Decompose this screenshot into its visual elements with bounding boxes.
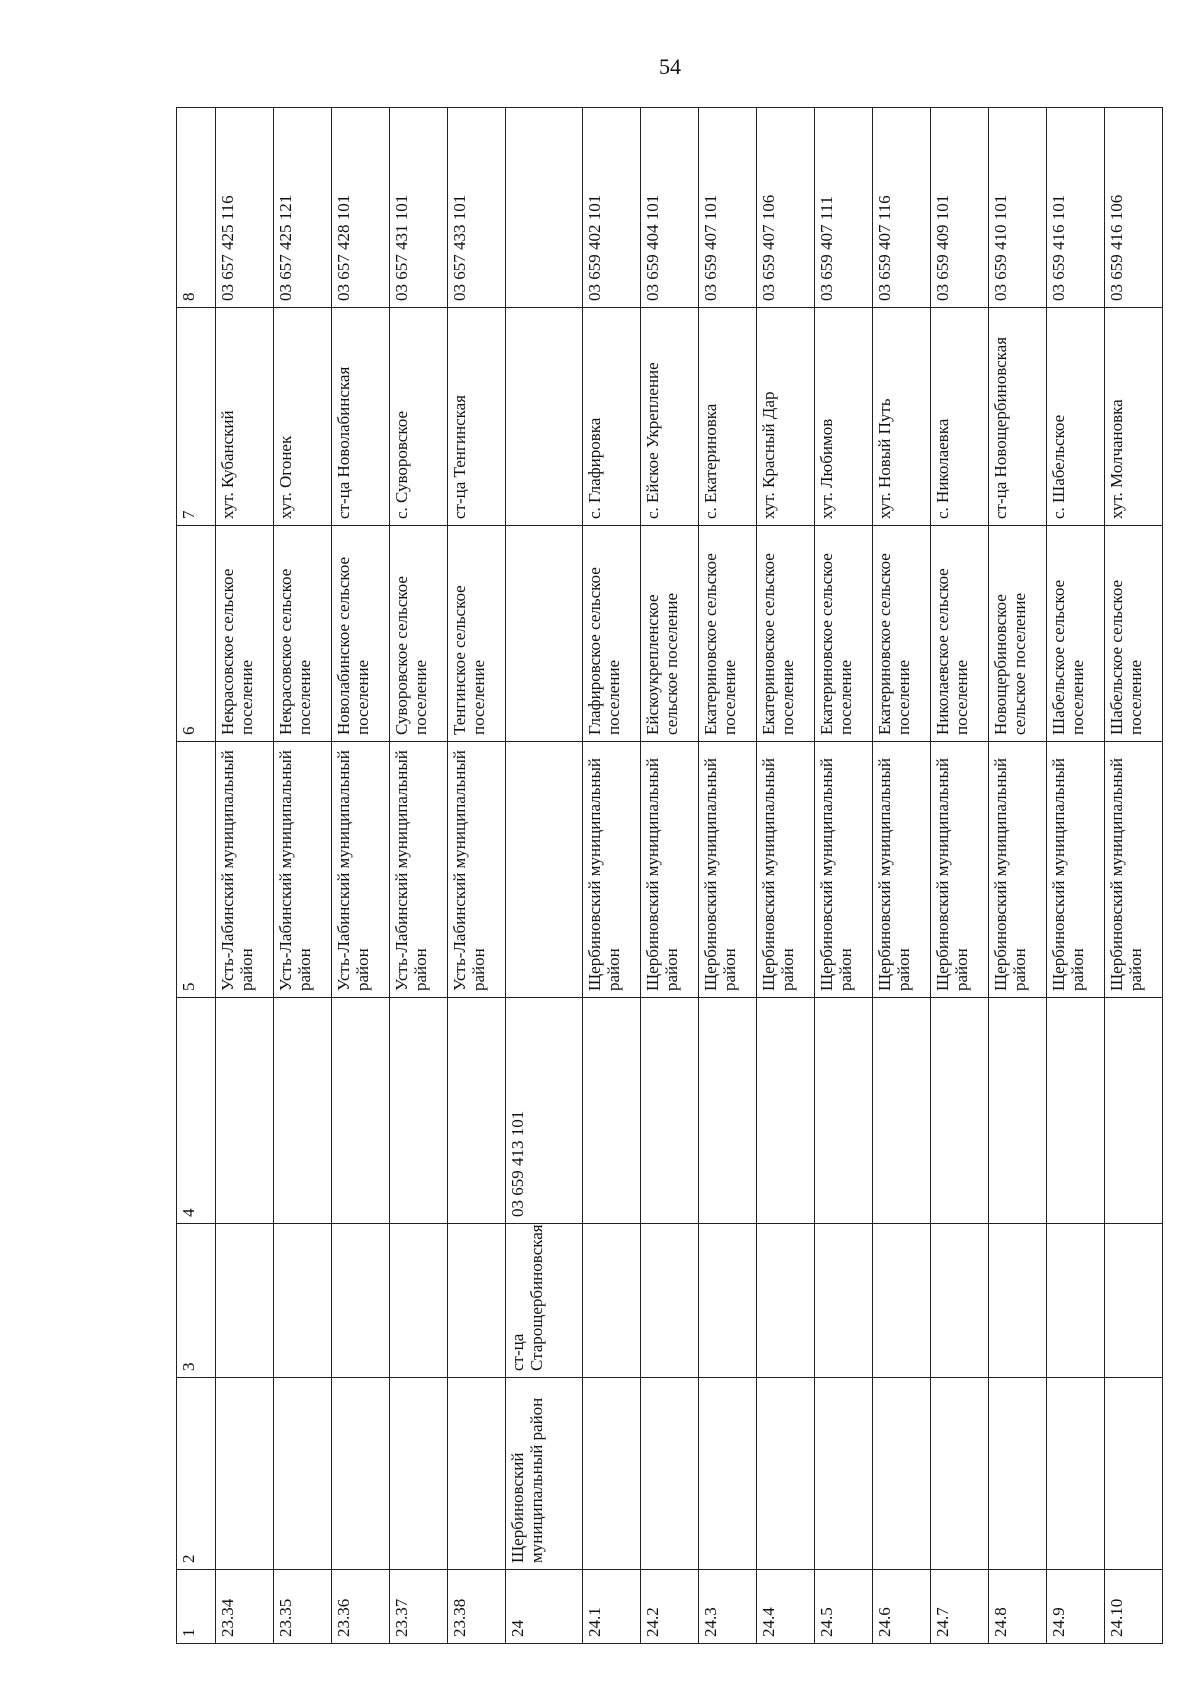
center-code-cell	[583, 998, 641, 1224]
oktmo-code-cell: 03 657 431 101	[390, 108, 448, 308]
center-cell	[390, 1224, 448, 1378]
district-cell	[641, 1378, 699, 1570]
settlement-cell: Некрасовское сельское поселение	[274, 526, 332, 742]
district-cell	[989, 1378, 1047, 1570]
oktmo-code-cell: 03 657 425 121	[274, 108, 332, 308]
row-number-cell: 23.37	[390, 1570, 448, 1644]
settlements-table	[176, 107, 1163, 1644]
municipal-district-cell: Щербиновский муниципальный район	[815, 742, 873, 998]
table-body	[177, 108, 1163, 1644]
header-cell: 3	[177, 1224, 216, 1378]
oktmo-code-cell: 03 659 407 101	[699, 108, 757, 308]
municipal-district-cell: Усть-Лабинский муниципальный район	[448, 742, 506, 998]
row-number-cell: 24.9	[1047, 1570, 1105, 1644]
table-row	[989, 108, 1047, 1644]
district-cell	[815, 1378, 873, 1570]
center-code-cell	[989, 998, 1047, 1224]
center-cell	[757, 1224, 815, 1378]
settlement-cell: Новощербиновское сельское поселение	[989, 526, 1047, 742]
district-cell	[873, 1378, 931, 1570]
oktmo-code-cell: 03 659 407 116	[873, 108, 931, 308]
row-number-cell: 23.38	[448, 1570, 506, 1644]
header-cell: 8	[177, 108, 216, 308]
locality-cell: с. Шабельское	[1047, 308, 1105, 526]
center-code-cell	[1105, 998, 1163, 1224]
page-number: 54	[659, 54, 681, 79]
header-cell: 1	[177, 1570, 216, 1644]
municipal-district-cell: Усть-Лабинский муниципальный район	[274, 742, 332, 998]
municipal-district-cell: Усть-Лабинский муниципальный район	[332, 742, 390, 998]
municipal-district-cell: Щербиновский муниципальный район	[583, 742, 641, 998]
center-cell	[989, 1224, 1047, 1378]
locality-cell	[506, 308, 583, 526]
table-row	[931, 108, 989, 1644]
district-cell	[583, 1378, 641, 1570]
settlement-cell: Екатериновское сельское поселение	[873, 526, 931, 742]
center-code-cell	[699, 998, 757, 1224]
oktmo-code-cell: 03 657 428 101	[332, 108, 390, 308]
district-cell	[699, 1378, 757, 1570]
locality-cell: с. Николаевка	[931, 308, 989, 526]
rotated-table-area	[176, 108, 1145, 1644]
settlement-cell: Ейскоукрепленское сельское поселение	[641, 526, 699, 742]
center-cell	[332, 1224, 390, 1378]
locality-cell: с. Глафировка	[583, 308, 641, 526]
row-number-cell: 24.5	[815, 1570, 873, 1644]
district-cell: Щербиновский муниципальный район	[506, 1378, 583, 1570]
locality-cell: хут. Новый Путь	[873, 308, 931, 526]
center-cell	[699, 1224, 757, 1378]
municipal-district-cell: Щербиновский муниципальный район	[757, 742, 815, 998]
header-cell: 6	[177, 526, 216, 742]
settlement-cell	[506, 526, 583, 742]
center-cell	[216, 1224, 274, 1378]
row-number-cell: 24.7	[931, 1570, 989, 1644]
settlement-cell: Екатериновское сельское поселение	[757, 526, 815, 742]
municipal-district-cell: Щербиновский муниципальный район	[641, 742, 699, 998]
settlement-cell: Суворовское сельское поселение	[390, 526, 448, 742]
locality-cell: хут. Кубанский	[216, 308, 274, 526]
district-cell	[757, 1378, 815, 1570]
header-cell: 4	[177, 998, 216, 1224]
table-row	[815, 108, 873, 1644]
municipal-district-cell: Щербиновский муниципальный район	[873, 742, 931, 998]
municipal-district-cell: Щербиновский муниципальный район	[1105, 742, 1163, 998]
table-row	[1047, 108, 1105, 1644]
municipal-district-cell: Щербиновский муниципальный район	[989, 742, 1047, 998]
center-cell	[583, 1224, 641, 1378]
center-code-cell	[641, 998, 699, 1224]
district-cell	[931, 1378, 989, 1570]
header-cell: 7	[177, 308, 216, 526]
settlement-cell: Шабельское сельское поселение	[1105, 526, 1163, 742]
table-row	[274, 108, 332, 1644]
settlement-cell: Глафировское сельское поселение	[583, 526, 641, 742]
center-code-cell	[873, 998, 931, 1224]
settlement-cell: Некрасовское сельское поселение	[216, 526, 274, 742]
center-cell	[1105, 1224, 1163, 1378]
oktmo-code-cell: 03 659 402 101	[583, 108, 641, 308]
municipal-district-cell: Усть-Лабинский муниципальный район	[390, 742, 448, 998]
center-code-cell	[448, 998, 506, 1224]
oktmo-code-cell	[506, 108, 583, 308]
locality-cell: хут. Молчановка	[1105, 308, 1163, 526]
center-code-cell	[332, 998, 390, 1224]
center-code-cell	[390, 998, 448, 1224]
municipal-district-cell	[506, 742, 583, 998]
table-row	[583, 108, 641, 1644]
settlement-cell: Шабельское сельское поселение	[1047, 526, 1105, 742]
header-row	[177, 108, 216, 1644]
row-number-cell: 24.2	[641, 1570, 699, 1644]
municipal-district-cell: Щербиновский муниципальный район	[931, 742, 989, 998]
row-number-cell: 24.8	[989, 1570, 1047, 1644]
locality-cell: хут. Огонек	[274, 308, 332, 526]
oktmo-code-cell: 03 659 404 101	[641, 108, 699, 308]
settlement-cell: Николаевское сельское поселение	[931, 526, 989, 742]
table-row	[506, 108, 583, 1644]
settlement-cell: Екатериновское сельское поселение	[699, 526, 757, 742]
center-code-cell	[931, 998, 989, 1224]
district-cell	[1047, 1378, 1105, 1570]
table-row	[699, 108, 757, 1644]
municipal-district-cell: Щербиновский муниципальный район	[699, 742, 757, 998]
district-cell	[1105, 1378, 1163, 1570]
table-row	[216, 108, 274, 1644]
locality-cell: с. Суворовское	[390, 308, 448, 526]
row-number-cell: 24.1	[583, 1570, 641, 1644]
center-cell	[873, 1224, 931, 1378]
oktmo-code-cell: 03 659 416 101	[1047, 108, 1105, 308]
oktmo-code-cell: 03 659 407 106	[757, 108, 815, 308]
center-cell	[1047, 1224, 1105, 1378]
table-row	[757, 108, 815, 1644]
row-number-cell: 24.10	[1105, 1570, 1163, 1644]
settlement-cell: Тенгинское сельское поселение	[448, 526, 506, 742]
settlement-cell: Екатериновское сельское поселение	[815, 526, 873, 742]
district-cell	[332, 1378, 390, 1570]
oktmo-code-cell: 03 657 425 116	[216, 108, 274, 308]
municipal-district-cell: Усть-Лабинский муниципальный район	[216, 742, 274, 998]
header-cell: 5	[177, 742, 216, 998]
district-cell	[216, 1378, 274, 1570]
center-cell	[931, 1224, 989, 1378]
locality-cell: ст-ца Тенгинская	[448, 308, 506, 526]
settlement-cell: Новолабинское сельское поселение	[332, 526, 390, 742]
table-row	[1105, 108, 1163, 1644]
district-cell	[448, 1378, 506, 1570]
row-number-cell: 24.6	[873, 1570, 931, 1644]
oktmo-code-cell: 03 659 416 106	[1105, 108, 1163, 308]
row-number-cell: 24.3	[699, 1570, 757, 1644]
row-number-cell: 23.36	[332, 1570, 390, 1644]
locality-cell: хут. Красный Дар	[757, 308, 815, 526]
center-cell	[641, 1224, 699, 1378]
oktmo-code-cell: 03 659 410 101	[989, 108, 1047, 308]
center-cell	[274, 1224, 332, 1378]
table-row	[448, 108, 506, 1644]
table-row	[332, 108, 390, 1644]
center-code-cell	[216, 998, 274, 1224]
table-row	[641, 108, 699, 1644]
locality-cell: с. Ейское Укрепление	[641, 308, 699, 526]
locality-cell: ст-ца Новолабинская	[332, 308, 390, 526]
oktmo-code-cell: 03 659 409 101	[931, 108, 989, 308]
center-code-cell: 03 659 413 101	[506, 998, 583, 1224]
municipal-district-cell: Щербиновский муниципальный район	[1047, 742, 1105, 998]
center-cell: ст-ца Старощербиновская	[506, 1224, 583, 1378]
district-cell	[274, 1378, 332, 1570]
locality-cell: с. Екатериновка	[699, 308, 757, 526]
center-cell	[448, 1224, 506, 1378]
row-number-cell: 24	[506, 1570, 583, 1644]
center-code-cell	[1047, 998, 1105, 1224]
row-number-cell: 24.4	[757, 1570, 815, 1644]
row-number-cell: 23.34	[216, 1570, 274, 1644]
header-cell: 2	[177, 1378, 216, 1570]
center-code-cell	[757, 998, 815, 1224]
district-cell	[390, 1378, 448, 1570]
center-code-cell	[274, 998, 332, 1224]
locality-cell: хут. Любимов	[815, 308, 873, 526]
table-row	[390, 108, 448, 1644]
center-code-cell	[815, 998, 873, 1224]
locality-cell: ст-ца Новощербиновская	[989, 308, 1047, 526]
oktmo-code-cell: 03 657 433 101	[448, 108, 506, 308]
center-cell	[815, 1224, 873, 1378]
table-row	[873, 108, 931, 1644]
row-number-cell: 23.35	[274, 1570, 332, 1644]
oktmo-code-cell: 03 659 407 111	[815, 108, 873, 308]
